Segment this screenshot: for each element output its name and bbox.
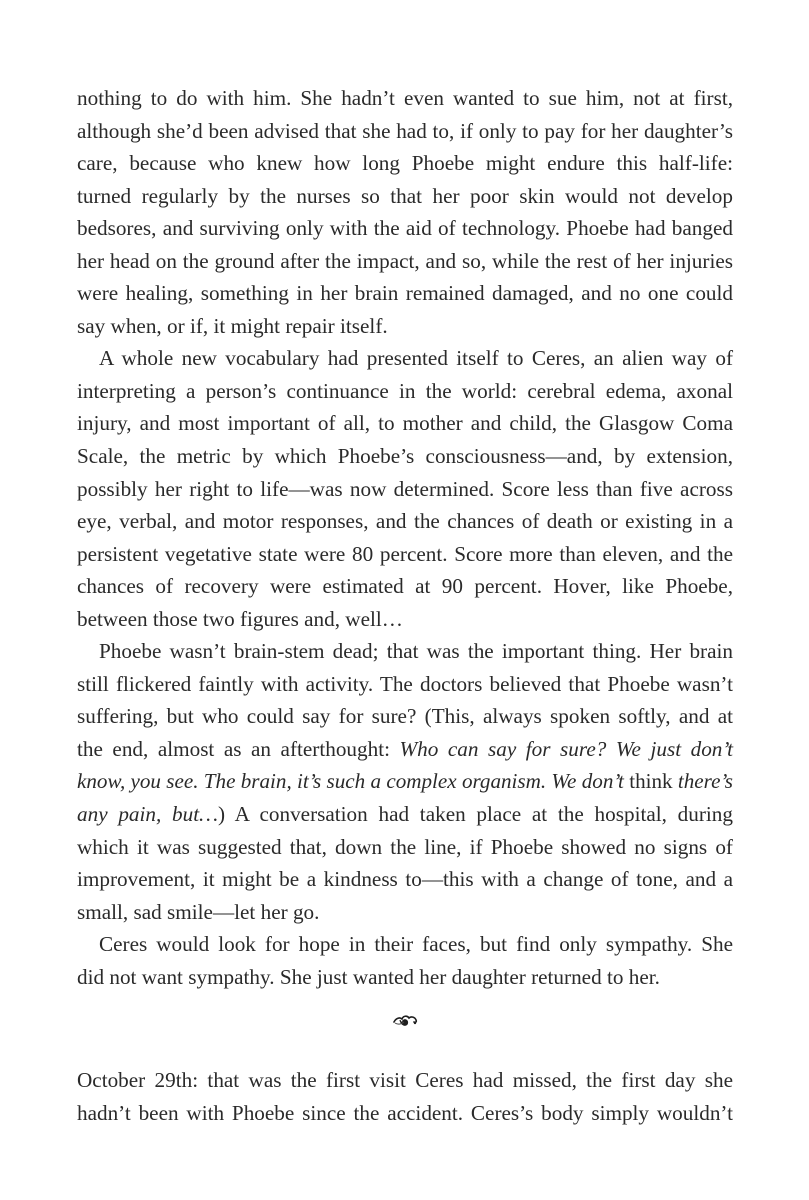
text-line [77, 896, 733, 929]
text-line [77, 863, 733, 896]
text-line [77, 831, 733, 864]
text-run: think [623, 769, 678, 794]
text-line: hadn’t been with Phoebe since the accident. Ceres’s body simply wouldn’t [77, 1100, 733, 1125]
paragraph-2 [77, 342, 733, 635]
text-line: chances of recovery were estimated at 90 percent. Hover, like Phoebe, [77, 574, 733, 599]
text-line: injury, and most important of all, to mother and child, the Glasgow Coma [77, 411, 733, 436]
text-line: persistent vegetative state were 80 percent. Score more than eleven, and the [77, 541, 733, 566]
text-line [77, 798, 733, 831]
paragraph-1 [77, 82, 733, 342]
text-line: her head on the ground after the impact, and so, while the rest of her injuries [77, 248, 733, 273]
text-line: October 29th: that was the first visit Ceres had missed, the first day she [77, 1068, 733, 1092]
text-line: bedsores, and surviving only with the aid of technology. Phoebe had banged [77, 216, 733, 241]
text-line: interpreting a person’s continuance in the world: cerebral edema, axonal [77, 378, 733, 403]
text-line [77, 700, 733, 733]
fleuron-ornament-icon [390, 1010, 420, 1030]
text-line [77, 733, 733, 766]
text-line: although she’d been advised that she had to, if only to pay for her daughter’s [77, 118, 733, 143]
text-line: turned regularly by the nurses so that her poor skin would not develop [77, 183, 733, 208]
text-run: the end, almost as an afterthought: [77, 736, 400, 761]
text-line [77, 765, 733, 798]
text-run: ) A conversation had taken place at the hospital, during [217, 802, 733, 827]
text-run: Phoebe wasn’t brain-stem dead; that was the important thing. Her brain [99, 639, 733, 664]
italic-text-run: there’s [677, 769, 733, 794]
text-run: small, sad smile—let her go. [77, 899, 320, 924]
text-line: Scale, the metric by which Phoebe’s consciousness—and, by extension, [77, 444, 733, 469]
paragraph-3 [77, 635, 733, 928]
text-run: improvement, it might be a kindness to—this with a change of tone, and a [77, 867, 733, 892]
text-line [77, 668, 733, 701]
text-line: say when, or if, it might repair itself. [77, 313, 388, 338]
text-line: Ceres would look for hope in their faces, but find only sympathy. She [99, 932, 733, 957]
paragraph-4 [77, 928, 733, 993]
text-run: suffering, but who could say for sure? (This, always spoken softly, and at [77, 704, 733, 729]
italic-text-run: Who can say for sure? We just don’t [399, 736, 733, 761]
italic-text-run: know, you see. The brain, it’s such a complex organism. We don’t [77, 769, 624, 794]
italic-text-run: any pain, but… [77, 802, 218, 827]
text-line: eye, verbal, and motor responses, and the chances of death or existing in a [77, 509, 733, 534]
text-line: nothing to do with him. She hadn’t even wanted to sue him, not at first, [77, 86, 733, 110]
text-line: did not want sympathy. She just wanted her daughter returned to her. [77, 964, 660, 989]
text-run: still flickered faintly with activity. The doctors believed that Phoebe wasn’t [77, 671, 733, 696]
text-line: care, because who knew how long Phoebe might endure this half-life: [77, 151, 733, 176]
text-line: were healing, something in her brain remained damaged, and no one could [77, 281, 733, 306]
body-text-after-break [77, 1064, 733, 1129]
text-run: which it was suggested that, down the line, if Phoebe showed no signs of [77, 834, 733, 859]
body-text-before-break [77, 82, 733, 993]
text-line: between those two figures and, well… [77, 606, 403, 631]
text-line: A whole new vocabulary had presented itself to Ceres, an alien way of [99, 346, 733, 371]
paragraph-5 [77, 1064, 733, 1129]
text-line [77, 635, 733, 668]
text-line: possibly her right to life—was now determined. Score less than five across [77, 476, 733, 501]
